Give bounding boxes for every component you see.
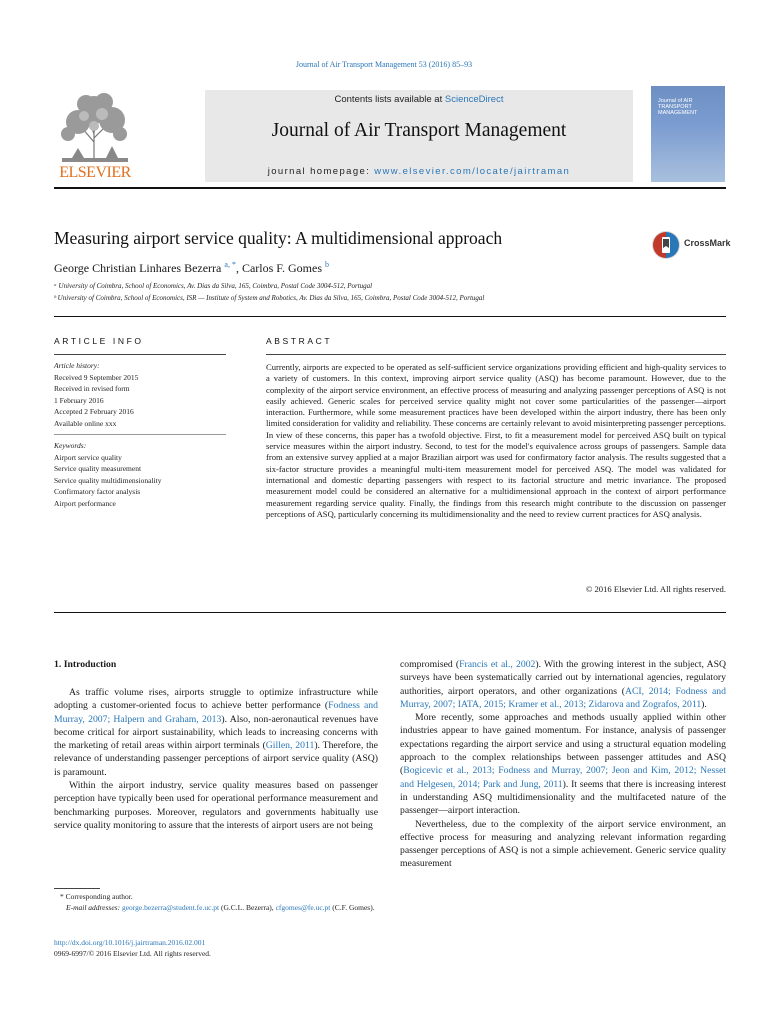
abstract-text: Currently, airports are expected to be operated as self-sufficient service organizations providing efficient and high-quality services to a variety of customers. In this context, improving airport service quality (ASQ) has become paramount. However, due to the complexity of the airport service environment, an effective process of measuring and analyzing passenger perceptions of ASQ is not easily achieved. Generic scales for perceived service quality might not cover some particularities of the passenger—airport interaction. Furthermore, while some measurement practices have been developed within the airport industry, there has been only limited consideration for validity and reliability. These concerns are certainly relevant to avoid misinterpreting passenger perceptions. In view of these concerns, this paper has a twofold objective. First, to fit a measurement model for perceived ASQ built on typical service measures within the airport industry. Second, to test for the model's equivalence across groups of passengers. Sample data from an extensive survey applied at a major Brazilian airport was used for confirmatory factor analysis. The results suggested that a six-factor structure provides a meaningful multi-item measurement model for perceived ASQ. The model was validated for international and domestic departing passengers with respect to its factorial structure and metric invariance. The proposed measurement model could be considered an alternative for a multidimensional approach in the context of airport performance measurement regarding service quality. Finally, the findings from this research might contribute to the discussion on passenger perceptions of ASQ, particularly concerning its multidimensionality and the need to review current practices for ASQ analysis. bbox=[266, 362, 726, 519]
author-affiliation-link[interactable]: b bbox=[325, 260, 329, 269]
cover-title: Journal of AIR TRANSPORT MANAGEMENT bbox=[658, 98, 698, 117]
text-run: As traffic volume rises, airports struggle to optimize infrastructure while adopting a customer-oriented focus to achieve better performance ( bbox=[54, 687, 378, 712]
authors-divider bbox=[54, 316, 726, 317]
body-column-left bbox=[54, 686, 378, 832]
article-history bbox=[54, 360, 226, 429]
citation-link[interactable]: ACI, 2014; Fodness and Murray, 2007; IATA, 2015; Kramer et al., 2013; Zidarova and Zografos, 2011 bbox=[400, 685, 726, 710]
body-column-right bbox=[400, 658, 726, 871]
journal-reference-link[interactable]: Journal of Air Transport Management 53 (2016) 85–93 bbox=[295, 60, 473, 69]
history-label: Article history: bbox=[54, 361, 100, 370]
history-item: Received in revised form bbox=[54, 384, 130, 393]
doi-block bbox=[54, 938, 211, 959]
text-run: ). With the growing interest in the subject, ASQ surveys have been systematically carried out by international agencies, regulatory authorities, airport operators, and other organizations ( bbox=[400, 659, 726, 697]
keywords-block bbox=[54, 440, 226, 509]
abstract-divider bbox=[54, 612, 726, 613]
author-affiliation-link[interactable]: a, * bbox=[224, 260, 236, 269]
doi-link[interactable]: http://dx.doi.org/10.1016/j.jairtraman.2016.02.001 bbox=[54, 938, 206, 947]
history-item: Available online xxx bbox=[54, 418, 117, 428]
elsevier-wordmark: ELSEVIER bbox=[59, 164, 131, 181]
journal-homepage-line bbox=[205, 166, 633, 177]
text-run: compromised ( bbox=[400, 659, 460, 670]
citation-link[interactable]: Gillen, 2011 bbox=[265, 740, 315, 752]
author-separator: , bbox=[235, 261, 242, 275]
article-info-heading: ARTICLE INFO bbox=[54, 336, 144, 346]
affiliation-b: ᵇ University of Coimbra, School of Economics, ISR — Institute of System and Robotics, Av. Dias da Silva, 165, Coimbra, Postal Code 3004-512, Portugal bbox=[54, 294, 485, 302]
article-title: Measuring airport service quality: A multidimensional approach bbox=[54, 228, 503, 248]
text-run: ). It seems that there is increasing interest in understanding ASQ multidimensionality and the multifaceted nature of the passenger—airport interaction. bbox=[400, 778, 726, 817]
section-heading-introduction: 1. Introduction bbox=[54, 659, 117, 670]
corresponding-author-note: * Corresponding author. bbox=[60, 892, 133, 901]
email-owner: (C.F. Gomes). bbox=[330, 902, 375, 912]
body-paragraph bbox=[400, 711, 726, 817]
citation-link[interactable]: Bogicevic et al., 2013; Fodness and Murray, 2007; Jeon and Kim, 2012; Nesset and Helgesen, 2014; Park and Jung, 2011 bbox=[400, 765, 726, 790]
text-run: ). bbox=[701, 698, 707, 710]
abstract-rule bbox=[266, 354, 726, 355]
author-name: Carlos F. Gomes bbox=[241, 261, 322, 275]
citation-link[interactable]: Fodness and Murray, 2007; Halpern and Graham, 2013 bbox=[54, 700, 378, 725]
body-paragraph bbox=[54, 686, 378, 779]
text-run: More recently, some approaches and methods usually applied within other industries appear to have gained momentum. For instance, analysis of passenger expectations regarding the airport service and using a structural equation modeling approach to the complex relationships between passenger attitudes and ASQ ( bbox=[400, 712, 726, 777]
keywords-label: Keywords: bbox=[54, 441, 87, 450]
article-info-rule bbox=[54, 354, 226, 355]
email-owner: (G.C.L. Bezerra), bbox=[219, 902, 276, 912]
journal-title: Journal of Air Transport Management bbox=[271, 120, 567, 141]
text-run: ). Therefore, the relevance of understanding passenger perceptions of airport service quality (ASQ) is paramount. bbox=[54, 740, 378, 778]
email-addresses bbox=[54, 903, 378, 914]
history-item: 1 February 2016 bbox=[54, 395, 104, 405]
footnote bbox=[54, 892, 378, 913]
body-paragraph: Nevertheless, due to the complexity of the airport service environment, an effective process for measuring and analyzing relevant information regarding passenger perceptions of ASQ is not a simple achievement. Generic service quality measurement bbox=[400, 818, 726, 870]
keyword-item: Confirmatory factor analysis bbox=[54, 487, 141, 496]
homepage-link[interactable]: www.elsevier.com/locate/jairtraman bbox=[374, 166, 571, 177]
issn-copyright: 0969-6997/© 2016 Elsevier Ltd. All rights reserved. bbox=[54, 948, 211, 958]
email-link[interactable]: george.bezerra@student.fe.uc.pt bbox=[121, 902, 220, 912]
text-run: ). Also, non-aeronautical revenues have become critical for airport sustainability, which leads to increasing concerns with the marketing of retail areas within airport terminals ( bbox=[54, 713, 378, 752]
history-item: Received 9 September 2015 bbox=[54, 372, 139, 382]
citation-link[interactable]: Francis et al., 2002 bbox=[459, 659, 536, 670]
affiliation-a: ᵃ University of Coimbra, School of Economics, Av. Dias da Silva, 165, Coimbra, Postal Code 3004-512, Portugal bbox=[54, 282, 373, 290]
author-name: George Christian Linhares Bezerra bbox=[54, 261, 222, 275]
header-divider bbox=[54, 187, 726, 189]
keyword-item: Service quality multidimensionality bbox=[54, 475, 162, 485]
body-paragraph: Within the airport industry, service quality measures based on passenger perception have typically been used for operational performance measurement and benchmarking purposes. Moreover, regulators and governments habitually use service quality monitoring to assure that the interests of airport users are not being bbox=[54, 780, 378, 831]
footnote-rule bbox=[54, 888, 100, 889]
contents-prefix: Contents lists available at bbox=[334, 94, 445, 105]
homepage-prefix: journal homepage: bbox=[267, 166, 375, 177]
author-list bbox=[54, 260, 329, 276]
history-item: Accepted 2 February 2016 bbox=[54, 407, 134, 416]
keyword-item: Airport service quality bbox=[54, 452, 122, 462]
abstract-heading: ABSTRACT bbox=[266, 336, 333, 346]
keyword-item: Service quality measurement bbox=[54, 464, 142, 473]
keywords-rule bbox=[54, 434, 226, 435]
crossmark-label[interactable]: CrossMark bbox=[684, 238, 731, 248]
email-link[interactable]: cfgomes@fe.uc.pt bbox=[275, 902, 331, 912]
body-paragraph bbox=[400, 658, 726, 711]
abstract-copyright: © 2016 Elsevier Ltd. All rights reserved. bbox=[585, 584, 726, 594]
contents-line bbox=[205, 94, 633, 105]
email-label: E-mail addresses: bbox=[66, 902, 122, 912]
keyword-item: Airport performance bbox=[54, 498, 116, 508]
crossmark-icon[interactable] bbox=[651, 230, 681, 260]
sciencedirect-link[interactable]: ScienceDirect bbox=[444, 94, 504, 105]
